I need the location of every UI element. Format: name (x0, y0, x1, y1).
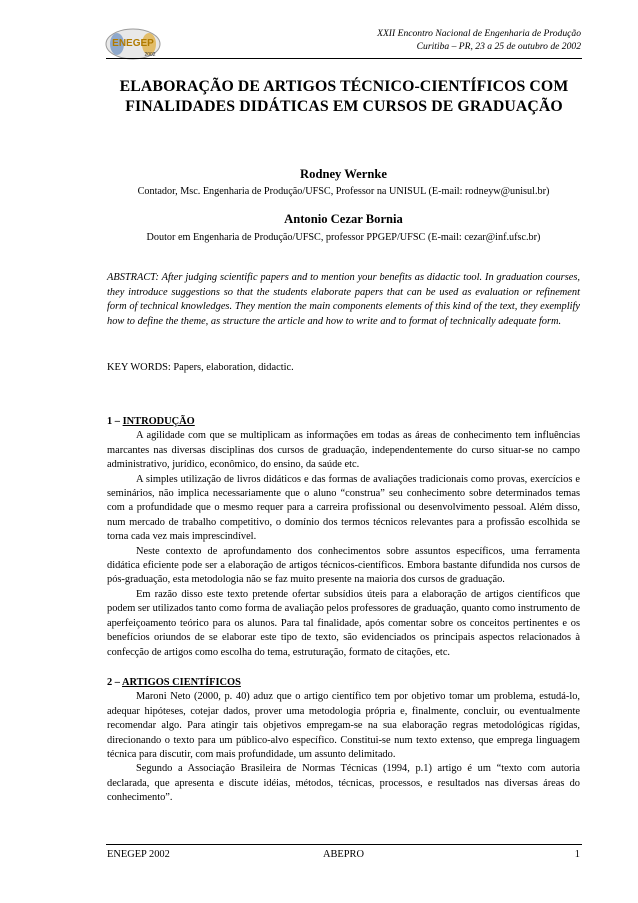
paragraph: A simples utilização de livros didáticos e das formas de avaliações tradicionais como provas, exercícios e seminários, não implica necessariamente que o aluno “construa” seu conhecimento sobre determinados temas com a profundidade que o mesmo requer para a carreira profissional ou desenvolvimento pessoal. Além disso, num mercado de trabalho competitivo, o domínio dos termos técnicos relevantes para a profissão escolhida se torna cada vez mais imprescindível. (107, 473, 580, 543)
page-footer (107, 849, 580, 863)
paragraph: Em razão disso este texto pretende ofertar subsídios úteis para a elaboração de artigos científicos que podem ser utilizados tanto como forma de avaliação pelos professores de graduação, quanto como instrumento de aperfeiçoamento teórico para os alunos. Para tal finalidade, após comentar sobre os conceitos pertinentes e os benefícios oriundos de se elaborar este tipo de texto, são evidenciados os principais aspectos relacionados à confecção de artigos como escolha do tema, estruturação, formato de citações, etc. (107, 588, 580, 658)
section-heading-1: 1 – INTRODUÇÃO (107, 416, 195, 427)
footer-center: ABEPRO (323, 849, 364, 860)
paragraph: Segundo a Associação Brasileira de Normas Técnicas (1994, p.1) artigo é um “texto com autoria declarada, que apresenta e discute idéias, métodos, técnicas, processos, e resultados nas diversas áreas do conhecimento”. (107, 763, 580, 804)
conference-name: XXII Encontro Nacional de Engenharia de Produção (377, 28, 581, 39)
body-text (107, 415, 580, 806)
author-affiliation-2: Doutor em Engenharia de Produção/UFSC, professor PPGEP/UFSC (E-mail: cezar@inf.ufsc.br) (146, 232, 541, 243)
paragraph: Maroni Neto (2000, p. 40) aduz que o artigo científico tem por objetivo tomar um problema, estudá-lo, adequar hipóteses, cotejar dados, prover uma metodologia própria e, finalmente, concluir, ou eventualmente recomendar algo. Para atingir tais objetivos empregam-se na sua elaboração regras metodológicas rígidas, direcionando o texto para um público-alvo específico. Constitui-se num texto extenso, que emprega linguagem técnica para discutir, com mais profundidade, um assunto delimitado. (107, 691, 580, 760)
abstract: ABSTRACT: After judging scientific papers and to mention your benefits as didactic tool. In graduation courses, they introduce suggestions so that the students elaborate papers that can be used as evaluation or refinement form of technical knowledges. They mention the main components elements of this kind of the text, they exemplify how to define the theme, as structure the article and how to write and to format of technically adequate form. (107, 272, 580, 327)
logo-text: ENEGEP (112, 38, 154, 49)
running-header (377, 27, 581, 53)
title-line-1: ELABORAÇÃO DE ARTIGOS TÉCNICO-CIENTÍFICOS COM (119, 78, 569, 95)
footer-left: ENEGEP 2002 (107, 849, 170, 860)
page-number: 1 (574, 849, 580, 860)
author-affiliation-1: Contador, Msc. Engenharia de Produção/UFSC, Professor na UNISUL (E-mail: rodneyw@unisul.br) (137, 186, 550, 197)
title-line-2: FINALIDADES DIDÁTICAS EM CURSOS DE GRADUAÇÃO (125, 98, 563, 115)
author-name-1: Rodney Wernke (300, 167, 387, 181)
logo-year: 2002 (144, 52, 156, 58)
paragraph: Neste contexto de aprofundamento dos conhecimentos sobre assuntos específicos, uma ferramenta didática eficiente pode ser a elaboração de artigos técnicos-científicos. Embora bastante difundida nos cursos de pós-graduação, esta metodologia não se faz muito presente na maioria dos cursos de graduação. (107, 545, 580, 586)
conference-location: Curitiba – PR, 23 a 25 de outubro de 2002 (416, 41, 581, 52)
author-name-2: Antonio Cezar Bornia (284, 212, 403, 226)
keywords: KEY WORDS: Papers, elaboration, didactic. (107, 362, 294, 373)
footer-rule (106, 844, 582, 845)
paper-title (104, 77, 584, 117)
header-rule (106, 58, 582, 59)
section-heading-2: 2 – ARTIGOS CIENTÍFICOS (107, 676, 241, 688)
paragraph: A agilidade com que se multiplicam as informações em todas as áreas de conhecimento tem influências marcantes nas diversas disciplinas dos cursos de graduação, independentemente do curso situar-se no campo administrativo, jurídico, econômico, do ensino, da saúde etc. (107, 430, 580, 471)
